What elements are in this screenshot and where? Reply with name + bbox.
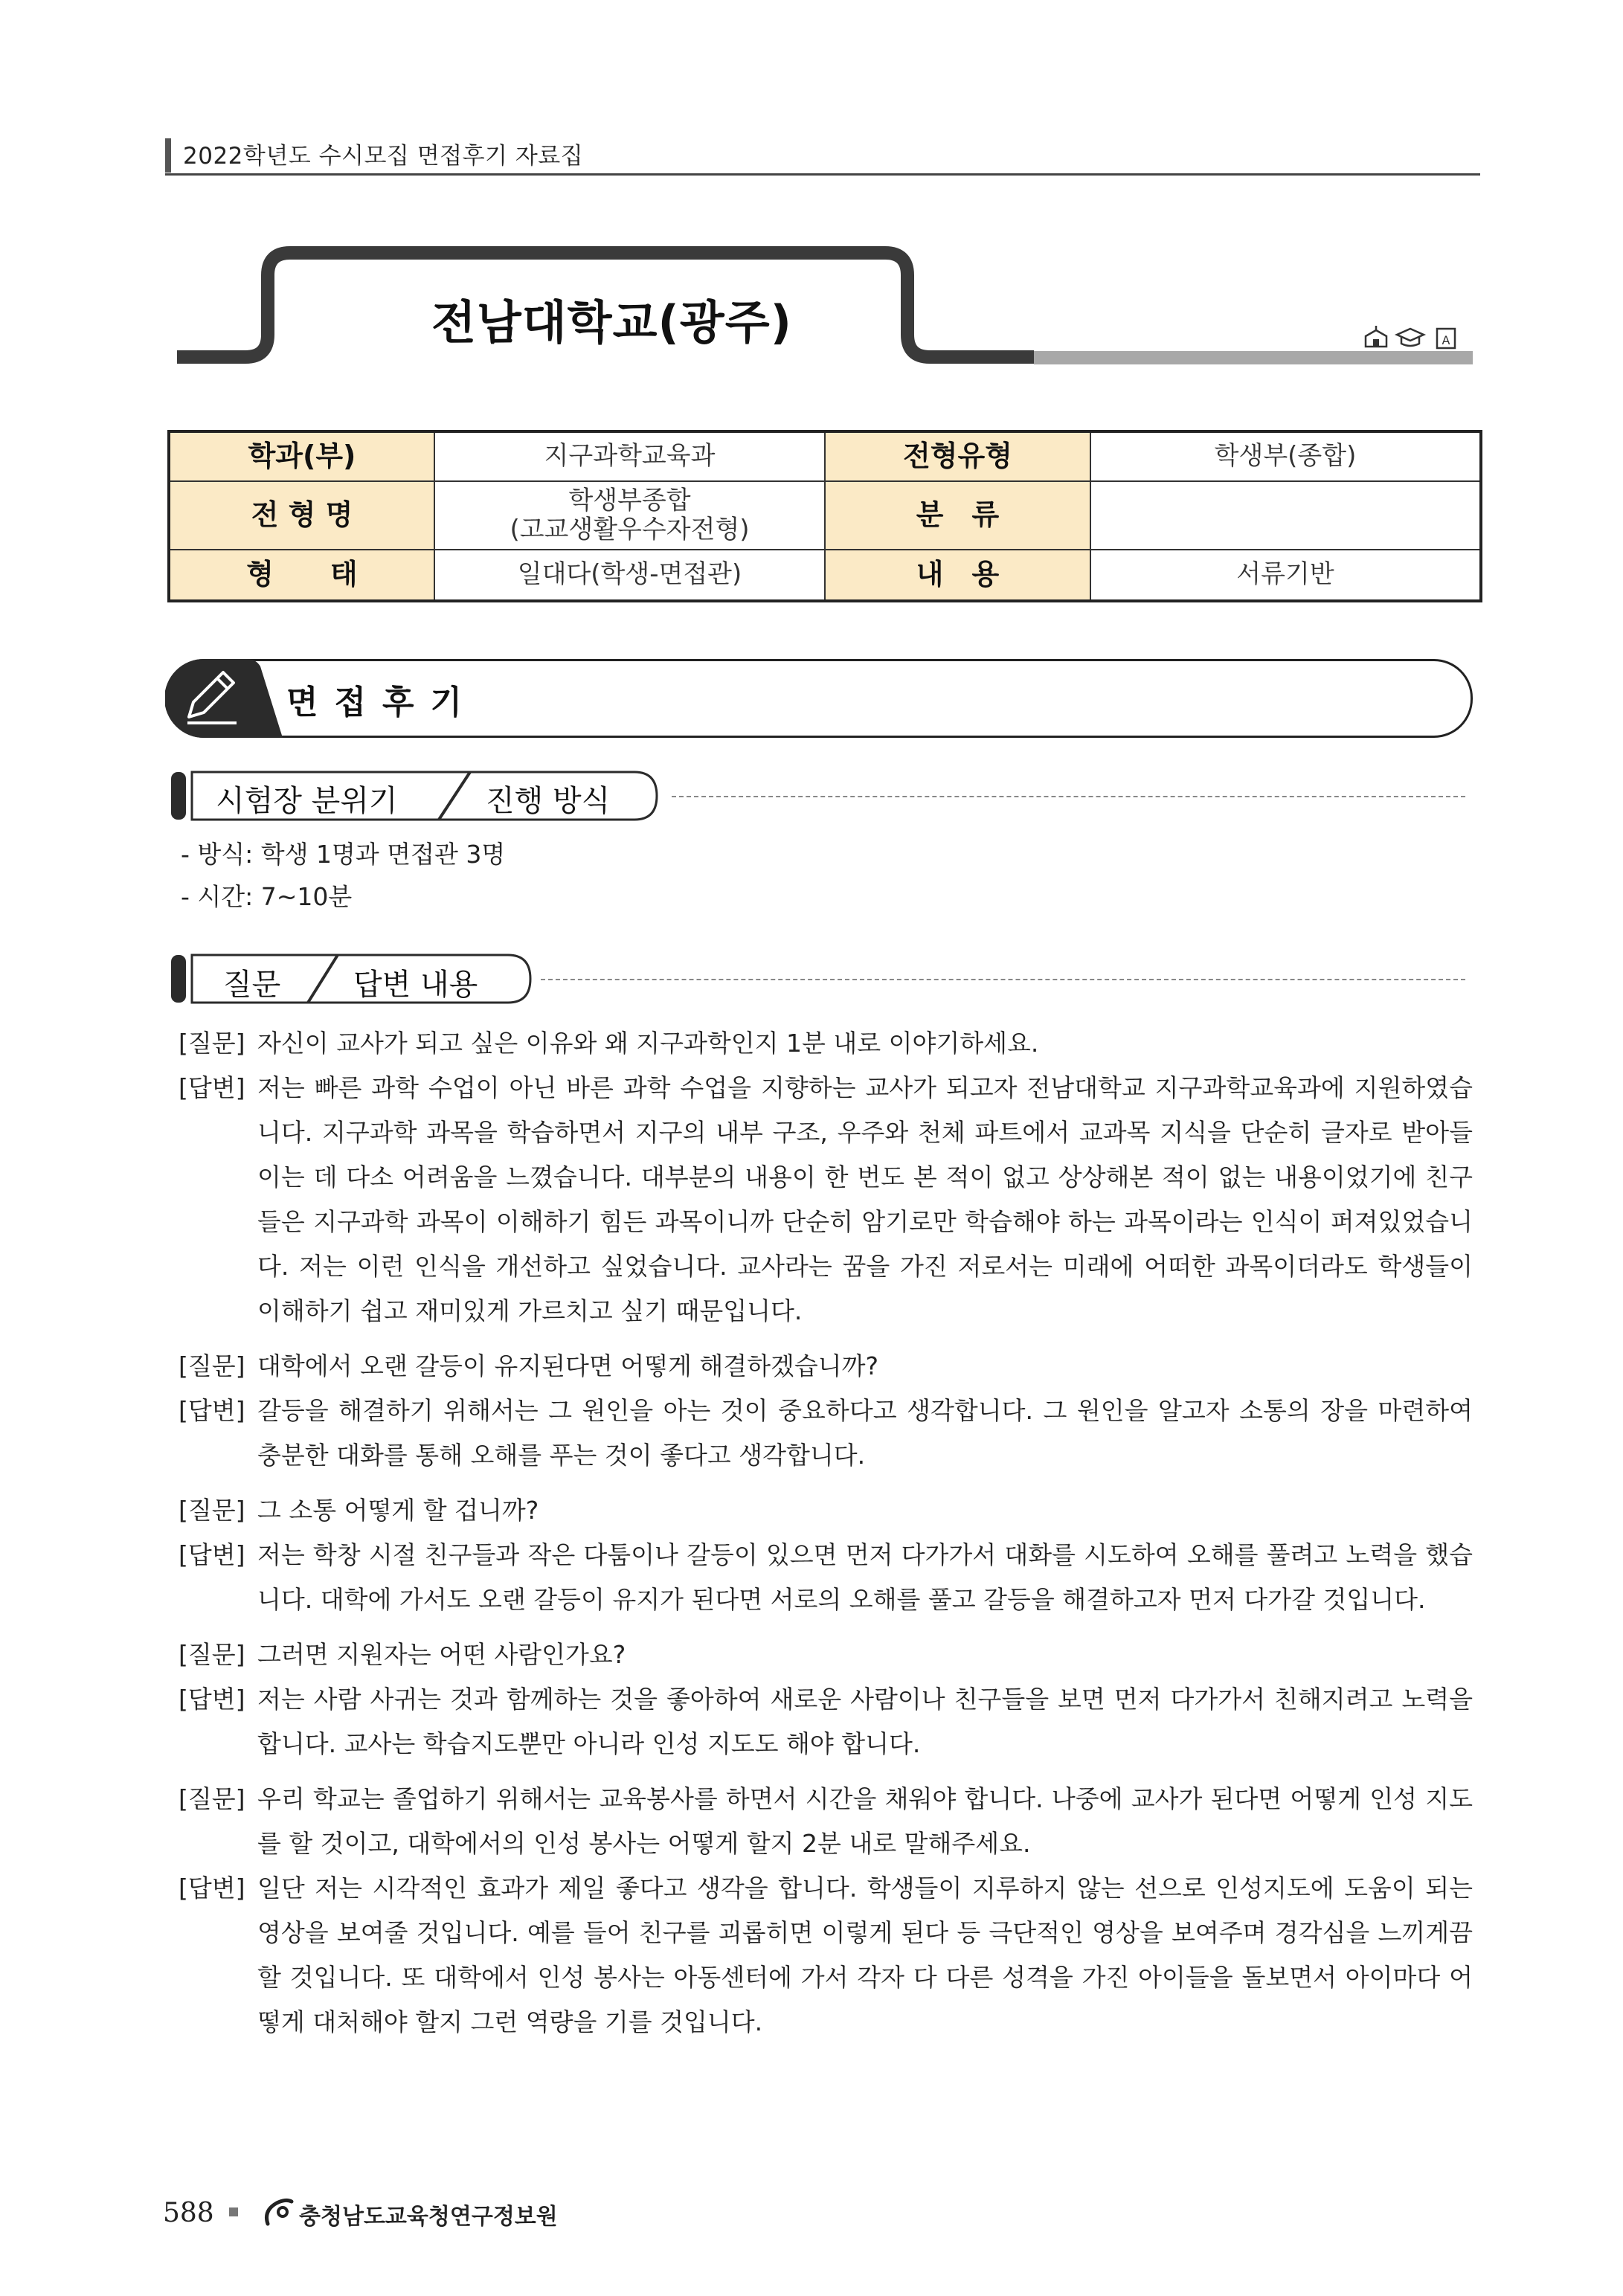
organization-logo-icon [260, 2194, 296, 2230]
question-text: 우리 학교는 졸업하기 위해서는 교육봉사를 하면서 시간을 채워야 합니다. 나중에 교사가 된다면 어떻게 인성 지도를 할 것이고, 대학에서의 인성 봉사는 어떻게 할지 2분 내로 말해주세요. [257, 1784, 1473, 1858]
footer-bullet [229, 2207, 238, 2216]
tab-question: 질문 [223, 968, 281, 1002]
table-row [169, 481, 1481, 550]
question-text: 자신이 교사가 되고 싶은 이유와 왜 지구과학인지 1분 내로 이야기하세요. [257, 1029, 1039, 1058]
question-tag: [질문] [179, 1029, 245, 1058]
qa-item [179, 1488, 1473, 1622]
question-tag: [질문] [179, 1351, 245, 1380]
section-header-badge [165, 659, 283, 738]
admission-type-label: 전형유형 [825, 431, 1090, 481]
time-bullet: - 시간: 7~10분 [181, 882, 353, 911]
title-icon-group [1363, 324, 1474, 351]
document-icon [1437, 329, 1455, 348]
question-tag: [질문] [179, 1640, 245, 1669]
form-value: 일대다(학생-면접관) [434, 550, 825, 601]
content-label: 내 용 [825, 550, 1090, 601]
answer-tag: [답변] [179, 1396, 245, 1425]
divider [541, 979, 1465, 980]
question-text: 그 소통 어떻게 할 겁니까? [257, 1496, 539, 1525]
answer-text: 저는 빠른 과학 수업이 아닌 바른 과학 수업을 지향하는 교사가 되고자 전남대학교 지구과학교육과에 지원하였습니다. 지구과학 과목을 학습하면서 지구의 내부 구조, 우주와 천체 파트에서 교과목 지식을 단순히 글자로 받아들이는 데 다소 어려움을 느꼈습니다. 대부분의 내용이 한 번도 본 적이 없고 상상해본 적이 없는 내용이었기에 친구들은 지구과학 과목이 이해하기 힘든 과목이니까 단순히 암기로만 학습해야 하는 과목이라는 인식이 퍼져있었습니다. 저는 이런 인식을 개선하고 싶었습니다. 교사라는 꿈을 가진 저로서는 미래에 어떠한 과목이더라도 학생들이 이해하기 쉽고 재미있게 가르치고 싶기 때문입니다. [257, 1073, 1473, 1325]
page-title: 전남대학교(광주) [431, 295, 792, 350]
question-text: 대학에서 오랜 갈등이 유지된다면 어떻게 해결하겠습니까? [257, 1351, 879, 1380]
page-number: 588 [163, 2198, 214, 2228]
tab-exam-atmosphere: 시험장 분위기 [216, 784, 398, 818]
admission-name-label: 전 형 명 [169, 481, 434, 550]
school-icon [1366, 326, 1386, 347]
qa-item [179, 1021, 1473, 1334]
table-row [169, 550, 1481, 601]
title-tab-frame [171, 238, 1480, 372]
dept-label: 학과(부) [169, 431, 434, 481]
header-accent-bar [165, 138, 171, 173]
content-value: 서류기반 [1090, 550, 1481, 601]
running-header: 2022학년도 수시모집 면접후기 자료집 [183, 143, 584, 170]
divider [672, 796, 1465, 797]
answer-tag: [답변] [179, 1540, 245, 1569]
qa-item [179, 1633, 1473, 1766]
qa-item [179, 1777, 1473, 2045]
admission-type-value: 학생부(종합) [1090, 431, 1481, 481]
answer-text: 저는 학창 시절 친구들과 작은 다툼이나 갈등이 있으면 먼저 다가가서 대화를 시도하여 오해를 풀려고 노력을 했습니다. 대학에 가서도 오랜 갈등이 유지가 된다면 서로의 오해를 풀고 갈등을 해결하고자 먼저 다가갈 것입니다. [257, 1540, 1473, 1614]
question-text: 그러면 지원자는 어떤 사람인가요? [257, 1640, 626, 1669]
answer-text: 갈등을 해결하기 위해서는 그 원인을 아는 것이 중요하다고 생각합니다. 그 원인을 알고자 소통의 장을 마련하여 충분한 대화를 통해 오해를 푸는 것이 좋다고 생각합니다. [257, 1396, 1473, 1470]
svg-text:A: A [1442, 333, 1450, 347]
dept-value: 지구과학교육과 [434, 431, 825, 481]
admission-name-value [434, 481, 825, 550]
form-label: 형 태 [169, 550, 434, 601]
category-value [1090, 481, 1481, 550]
graduation-cap-icon [1397, 329, 1424, 346]
admission-name-line2: (고교생활우수자전형) [510, 515, 750, 544]
answer-text: 저는 사람 사귀는 것과 함께하는 것을 좋아하여 새로운 사람이나 친구들을 보면 먼저 다가가서 친해지려고 노력을 합니다. 교사는 학습지도뿐만 아니라 인성 지도도 해야 합니다. [257, 1685, 1473, 1758]
tab-answer-content: 답변 내용 [353, 968, 478, 1002]
admission-name-line1: 학생부종합 [568, 485, 691, 515]
question-tag: [질문] [179, 1496, 245, 1525]
category-label: 분 류 [825, 481, 1090, 550]
header-rule [165, 173, 1480, 176]
qa-item [179, 1344, 1473, 1478]
qa-list [179, 1021, 1473, 2055]
question-tag: [질문] [179, 1784, 245, 1813]
admission-info-table [167, 430, 1482, 602]
organization-name: 충청남도교육청연구정보원 [299, 2204, 558, 2230]
answer-tag: [답변] [179, 1874, 245, 1903]
answer-tag: [답변] [179, 1685, 245, 1714]
table-row [169, 431, 1481, 481]
method-bullet: - 방식: 학생 1명과 면접관 3명 [181, 840, 506, 869]
tab-progress-method: 진행 방식 [486, 784, 611, 818]
section-title: 면접후기 [286, 684, 479, 721]
answer-text: 일단 저는 시각적인 효과가 제일 좋다고 생각을 합니다. 학생들이 지루하지 않는 선으로 인성지도에 도움이 되는 영상을 보여줄 것입니다. 예를 들어 친구를 괴롭히면 이렇게 된다 등 극단적인 영상을 보여주며 경각심을 느끼게끔 할 것입니다. 또 대학에서 인성 봉사는 아동센터에 가서 각자 다 다른 성격을 가진 아이들을 돌보면서 아이마다 어떻게 대처해야 할지 그런 역량을 기를 것입니다. [257, 1874, 1473, 2036]
answer-tag: [답변] [179, 1073, 245, 1102]
